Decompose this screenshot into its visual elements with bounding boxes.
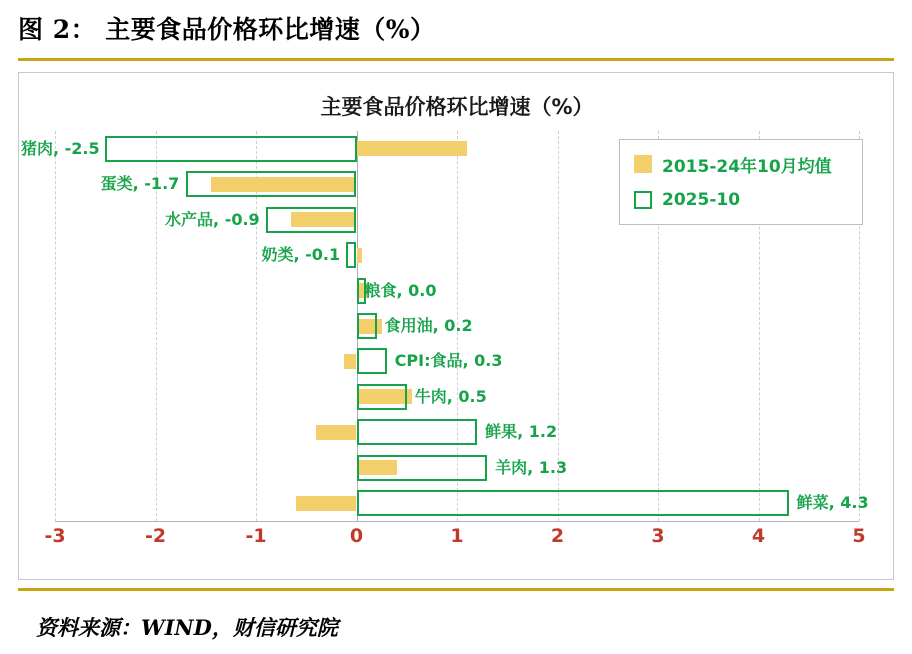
bar-value-label: 粮食, 0.0 (364, 280, 437, 300)
bar-current (357, 348, 387, 374)
bar-current (357, 419, 478, 445)
gridline (55, 131, 57, 521)
x-tick-label: -3 (44, 525, 66, 547)
chart-title: 主要食品价格环比增速（%） (320, 95, 594, 119)
legend-swatch-current-icon (634, 191, 652, 209)
bar-current (105, 136, 356, 162)
chart-frame (18, 72, 894, 580)
legend-label-average: 2015-24年10月均值 (662, 156, 832, 177)
bar-value-label: 水产品, -0.9 (165, 209, 260, 229)
bar-average (316, 425, 356, 440)
bar-value-label: CPI:食品, 0.3 (394, 351, 503, 371)
bar-value-label: 猪肉, -2.5 (21, 138, 100, 158)
top-divider (18, 58, 894, 61)
bar-current (357, 384, 407, 410)
bar-value-label: 食用油, 0.2 (384, 316, 473, 335)
legend-label-current: 2025-10 (662, 190, 741, 210)
bar-average (296, 496, 356, 511)
legend-item-current (634, 188, 740, 212)
legend-swatch-average-icon (634, 155, 652, 173)
x-tick-label: -1 (245, 525, 267, 547)
source-note: 资料来源：WIND，财信研究院 (36, 615, 338, 640)
bar-current (357, 455, 488, 481)
chart-legend (619, 139, 863, 225)
bar-value-label: 牛肉, 0.5 (414, 386, 487, 406)
bar-average (357, 141, 468, 156)
bar-value-label: 鲜果, 1.2 (485, 422, 558, 442)
x-tick-label: -2 (144, 525, 167, 547)
x-tick-label: 4 (751, 525, 766, 547)
x-axis-line (55, 521, 859, 522)
bar-value-label: 羊肉, 1.3 (495, 457, 568, 477)
bottom-divider (18, 588, 894, 591)
x-tick-label: 0 (349, 525, 364, 547)
bar-value-label: 奶类, -0.1 (261, 245, 341, 265)
x-tick-label: 2 (550, 525, 565, 547)
bar-current (357, 313, 377, 339)
x-tick-label: 1 (450, 525, 464, 547)
legend-item-average (634, 152, 832, 176)
bar-value-label: 蛋类, -1.7 (100, 174, 180, 194)
bar-average (357, 248, 362, 263)
bar-average (344, 354, 356, 369)
bar-current (346, 242, 356, 268)
bar-value-label: 鲜菜, 4.3 (796, 493, 869, 513)
bar-current (266, 207, 356, 233)
x-tick-label: 3 (651, 525, 665, 547)
x-tick-label: 5 (852, 525, 866, 547)
bar-current (186, 171, 357, 197)
figure-title: 图 2： 主要食品价格环比增速（%） (18, 15, 436, 44)
bar-current (357, 490, 789, 516)
